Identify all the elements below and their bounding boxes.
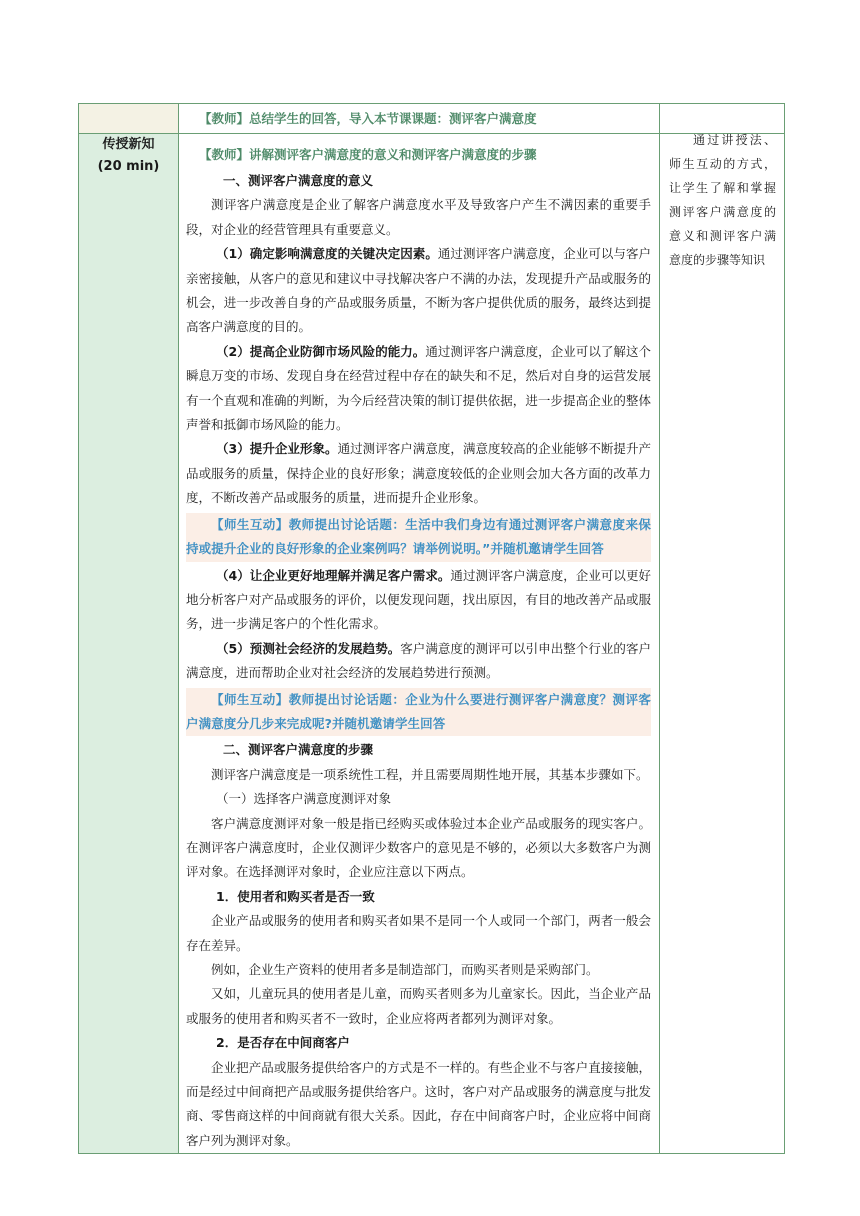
point-body: 通过测评客户满意度，满意度较高的企业能够不断提升产品或服务的质量，保持企业的良好形象；满意度较低的企业则会加大各方面的改革力度，不断改善产品或服务的质量，进而提升企业形象。 (186, 441, 651, 506)
section-heading: 二、测评客户满意度的步骤 (223, 742, 374, 758)
point-title: （5）预测社会经济的发展趋势。 (216, 640, 401, 656)
teacher-summary-text: 【教师】总结学生的回答，导入本节课课题：测评客户满意度 (199, 111, 537, 126)
interaction-highlight: 【师生互动】教师提出讨论话题：企业为什么要进行测评客户满意度？测评客户满意度分几步来完成呢?并随机邀请学生回答 (186, 688, 651, 737)
point-body: 通过测评客户满意度，企业可以了解这个瞬息万变的市场、发现自身在经营过程中存在的缺失和不足，然后对自身的运营发展有一个直观和准确的判断，为今后经营决策的制订提供依据，进一步提高企业的整体声誉和抵御市场风险的能力。 (186, 343, 651, 433)
point-paragraph (186, 242, 651, 340)
step-title: （一）选择客户满意度测评对象 (216, 791, 392, 807)
teacher-lead-text: 【教师】讲解测评客户满意度的意义和测评客户满意度的步骤 (199, 147, 537, 162)
point-paragraph (186, 564, 651, 637)
point-title: （2）提高企业防御市场风险的能力。 (216, 343, 426, 359)
sub-heading: 2．是否存在中间商客户 (216, 1035, 350, 1051)
teaching-content (179, 134, 659, 1153)
point-paragraph (186, 340, 651, 438)
point-title: （3）提升企业形象。 (216, 441, 338, 457)
point-paragraph (186, 437, 651, 510)
objective-cell (660, 134, 785, 1154)
paragraph: 测评客户满意度是企业了解客户满意度水平及导致客户产生不满因素的重要手段，对企业的经营管理具有重要意义。 (186, 197, 651, 237)
lesson-plan-table (78, 103, 785, 1154)
section-heading: 一、测评客户满意度的意义 (223, 173, 374, 188)
point-paragraph (186, 637, 651, 686)
point-body: 客户满意度的测评可以引申出整个行业的客户满意度，进而帮助企业对社会经济的发展趋势进行预测。 (186, 640, 651, 681)
stage-duration: (20 min) (97, 159, 160, 174)
stage-name: 传授新知 (102, 137, 155, 152)
paragraph: 客户满意度测评对象一般是指已经购买或体验过本企业产品或服务的现实客户。在测评客户满意度时，企业仅测评少数客户的意见是不够的，必须以大多数客户为测评对象。在选择测评对象时，企业应注意以下两点。 (186, 815, 651, 880)
content-cell (179, 134, 660, 1154)
interaction-highlight: 【师生互动】教师提出讨论话题：生活中我们身边有通过测评客户满意度来保持或提升企业的良好形象的企业案例吗？请举例说明。”并随机邀请学生回答 (186, 513, 651, 562)
paragraph: 又如，儿童玩具的使用者是儿童，而购买者则多为儿童家长。因此，当企业产品或服务的使用者和购买者不一致时，企业应将两者都列为测评对象。 (186, 986, 651, 1026)
paragraph: 测评客户满意度是一项系统性工程，并且需要周期性地开展，其基本步骤如下。 (211, 766, 649, 782)
stage-cell (79, 134, 179, 1154)
point-title: （1）确定影响满意度的关键决定因素。 (216, 246, 438, 262)
point-body: 通过测评客户满意度，企业可以更好地分析客户对产品或服务的评价，以便发现问题，找出原因，有目的地改善产品或服务，进一步满足客户的个性化需求。 (186, 567, 651, 632)
stage-cell-empty (79, 104, 179, 134)
paragraph: 例如，企业生产资料的使用者多是制造部门，而购买者则是采购部门。 (211, 962, 599, 977)
sub-heading: 1．使用者和购买者是否一致 (216, 888, 375, 904)
activity-cell (179, 104, 660, 134)
teaching-objective: 通过讲授法、师生互动的方式，让学生了解和掌握测评客户满意度的意义和测评客户满意度的步骤等知识 (669, 133, 776, 267)
paragraph: 企业产品或服务的使用者和购买者如果不是同一个人或同一个部门，两者一般会存在差异。 (186, 913, 651, 953)
point-title: （4）让企业更好地理解并满足客户需求。 (216, 567, 451, 583)
point-body: 通过测评客户满意度，企业可以与客户亲密接触，从客户的意见和建议中寻找解决客户不满的办法，发现提升产品或服务的机会，进一步改善自身的产品或服务质量，不断为客户提供优质的服务，最终达到提高客户满意度的目的。 (186, 246, 651, 335)
paragraph: 企业把产品或服务提供给客户的方式是不一样的。有些企业不与客户直接接触，而是经过中间商把产品或服务提供给客户。这时，客户对产品或服务的满意度与批发商、零售商这样的中间商就有很大关系。因此，存在中间商客户时，企业应将中间商客户列为测评对象。 (186, 1059, 651, 1148)
new-knowledge-row (79, 134, 785, 1154)
